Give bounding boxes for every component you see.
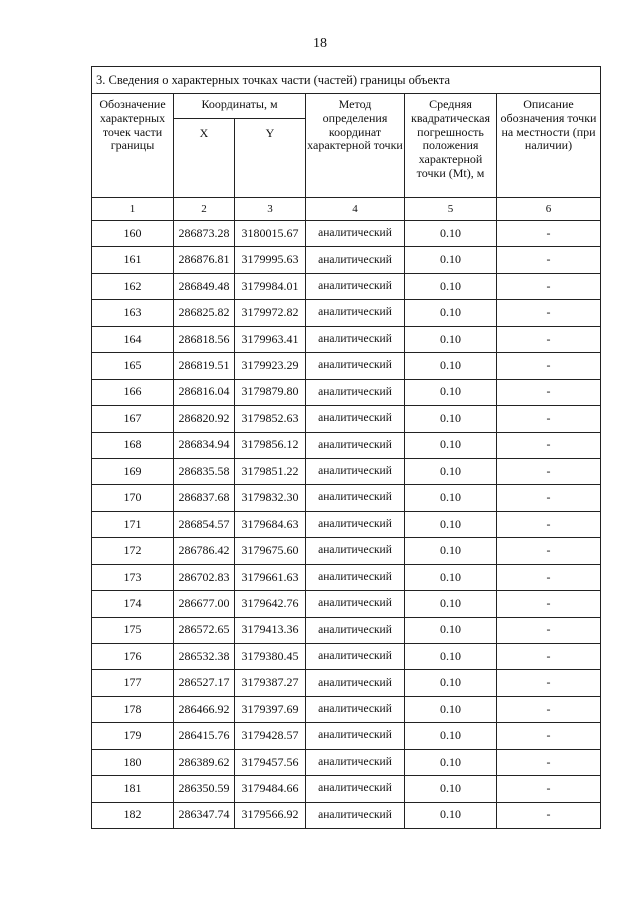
description-cell: -: [497, 458, 601, 484]
point-cell: 161: [92, 247, 174, 273]
column-number: 5: [405, 198, 497, 221]
x-cell: 286825.82: [174, 300, 235, 326]
table-row: [92, 538, 601, 564]
point-cell: 181: [92, 776, 174, 802]
y-cell: 3179851.22: [235, 458, 306, 484]
y-cell: 3179852.63: [235, 406, 306, 432]
description-cell: -: [497, 326, 601, 352]
description-cell: -: [497, 564, 601, 590]
description-cell: -: [497, 300, 601, 326]
method-cell: аналитический: [306, 379, 405, 405]
y-cell: 3180015.67: [235, 221, 306, 247]
error-cell: 0.10: [405, 406, 497, 432]
page-number: 18: [313, 36, 327, 51]
y-cell: 3179856.12: [235, 432, 306, 458]
x-cell: 286835.58: [174, 458, 235, 484]
point-cell: 174: [92, 591, 174, 617]
error-cell: 0.10: [405, 617, 497, 643]
point-cell: 162: [92, 273, 174, 299]
point-cell: 167: [92, 406, 174, 432]
description-cell: -: [497, 617, 601, 643]
point-cell: 180: [92, 749, 174, 775]
y-cell: 3179387.27: [235, 670, 306, 696]
table-row: [92, 221, 601, 247]
y-cell: 3179428.57: [235, 723, 306, 749]
error-cell: 0.10: [405, 326, 497, 352]
point-cell: 173: [92, 564, 174, 590]
description-cell: -: [497, 591, 601, 617]
description-cell: -: [497, 723, 601, 749]
x-cell: 286819.51: [174, 353, 235, 379]
column-number: 6: [497, 198, 601, 221]
column-number: 1: [92, 198, 174, 221]
error-cell: 0.10: [405, 538, 497, 564]
error-cell: 0.10: [405, 644, 497, 670]
method-cell: аналитический: [306, 538, 405, 564]
error-cell: 0.10: [405, 696, 497, 722]
description-cell: -: [497, 406, 601, 432]
description-cell: -: [497, 696, 601, 722]
x-cell: 286834.94: [174, 432, 235, 458]
section-title: 3. Сведения о характерных точках части (частей) границы объекта: [92, 67, 601, 94]
y-cell: 3179484.66: [235, 776, 306, 802]
point-cell: 166: [92, 379, 174, 405]
column-number: 3: [235, 198, 306, 221]
boundary-points-table: [91, 66, 601, 829]
x-cell: 286816.04: [174, 379, 235, 405]
point-cell: 169: [92, 458, 174, 484]
error-cell: 0.10: [405, 300, 497, 326]
description-cell: -: [497, 670, 601, 696]
table-row: [92, 776, 601, 802]
description-cell: -: [497, 511, 601, 537]
table-row: [92, 273, 601, 299]
error-cell: 0.10: [405, 379, 497, 405]
method-cell: аналитический: [306, 458, 405, 484]
x-cell: 286415.76: [174, 723, 235, 749]
method-cell: аналитический: [306, 670, 405, 696]
table-row: [92, 696, 601, 722]
method-cell: аналитический: [306, 644, 405, 670]
point-cell: 170: [92, 485, 174, 511]
x-cell: 286873.28: [174, 221, 235, 247]
method-cell: аналитический: [306, 353, 405, 379]
description-cell: -: [497, 776, 601, 802]
point-cell: 168: [92, 432, 174, 458]
y-cell: 3179963.41: [235, 326, 306, 352]
y-cell: 3179675.60: [235, 538, 306, 564]
y-cell: 3179984.01: [235, 273, 306, 299]
y-cell: 3179642.76: [235, 591, 306, 617]
header-method: Метод определения координат характерной точки: [306, 94, 405, 198]
method-cell: аналитический: [306, 221, 405, 247]
method-cell: аналитический: [306, 326, 405, 352]
table-row: [92, 300, 601, 326]
description-cell: -: [497, 644, 601, 670]
table-row: [92, 432, 601, 458]
method-cell: аналитический: [306, 776, 405, 802]
method-cell: аналитический: [306, 485, 405, 511]
error-cell: 0.10: [405, 247, 497, 273]
method-cell: аналитический: [306, 696, 405, 722]
method-cell: аналитический: [306, 511, 405, 537]
y-cell: 3179457.56: [235, 749, 306, 775]
table-row: [92, 670, 601, 696]
y-cell: 3179832.30: [235, 485, 306, 511]
column-number-row: [92, 198, 601, 221]
error-cell: 0.10: [405, 221, 497, 247]
description-cell: -: [497, 538, 601, 564]
method-cell: аналитический: [306, 617, 405, 643]
header-y: Y: [235, 119, 306, 198]
method-cell: аналитический: [306, 273, 405, 299]
description-cell: -: [497, 432, 601, 458]
y-cell: 3179995.63: [235, 247, 306, 273]
error-cell: 0.10: [405, 432, 497, 458]
header-coordinates: Координаты, м: [174, 94, 306, 119]
description-cell: -: [497, 247, 601, 273]
x-cell: 286466.92: [174, 696, 235, 722]
point-cell: 165: [92, 353, 174, 379]
x-cell: 286350.59: [174, 776, 235, 802]
error-cell: 0.10: [405, 723, 497, 749]
x-cell: 286527.17: [174, 670, 235, 696]
table-row: [92, 617, 601, 643]
header-error: Средняя квадратическая погрешность положения характерной точки (Mt), м: [405, 94, 497, 198]
x-cell: 286786.42: [174, 538, 235, 564]
x-cell: 286820.92: [174, 406, 235, 432]
table-row: [92, 802, 601, 828]
point-cell: 179: [92, 723, 174, 749]
header-description: Описание обозначения точки на местности (при наличии): [497, 94, 601, 198]
method-cell: аналитический: [306, 300, 405, 326]
y-cell: 3179879.80: [235, 379, 306, 405]
header-point: Обозначение характерных точек части границы: [92, 94, 174, 198]
y-cell: 3179661.63: [235, 564, 306, 590]
table-row: [92, 247, 601, 273]
description-cell: -: [497, 749, 601, 775]
method-cell: аналитический: [306, 432, 405, 458]
point-cell: 160: [92, 221, 174, 247]
description-cell: -: [497, 485, 601, 511]
error-cell: 0.10: [405, 749, 497, 775]
description-cell: -: [497, 802, 601, 828]
point-cell: 172: [92, 538, 174, 564]
table-row: [92, 326, 601, 352]
error-cell: 0.10: [405, 670, 497, 696]
table-row: [92, 379, 601, 405]
method-cell: аналитический: [306, 723, 405, 749]
error-cell: 0.10: [405, 485, 497, 511]
x-cell: 286849.48: [174, 273, 235, 299]
point-cell: 176: [92, 644, 174, 670]
y-cell: 3179380.45: [235, 644, 306, 670]
y-cell: 3179397.69: [235, 696, 306, 722]
x-cell: 286818.56: [174, 326, 235, 352]
table-row: [92, 511, 601, 537]
method-cell: аналитический: [306, 749, 405, 775]
point-cell: 171: [92, 511, 174, 537]
y-cell: 3179566.92: [235, 802, 306, 828]
point-cell: 164: [92, 326, 174, 352]
y-cell: 3179923.29: [235, 353, 306, 379]
method-cell: аналитический: [306, 591, 405, 617]
point-cell: 177: [92, 670, 174, 696]
error-cell: 0.10: [405, 802, 497, 828]
error-cell: 0.10: [405, 458, 497, 484]
description-cell: -: [497, 353, 601, 379]
description-cell: -: [497, 379, 601, 405]
x-cell: 286837.68: [174, 485, 235, 511]
table-row: [92, 644, 601, 670]
error-cell: 0.10: [405, 564, 497, 590]
method-cell: аналитический: [306, 564, 405, 590]
x-cell: 286572.65: [174, 617, 235, 643]
table-row: [92, 406, 601, 432]
table-row: [92, 485, 601, 511]
column-number: 4: [306, 198, 405, 221]
point-cell: 163: [92, 300, 174, 326]
x-cell: 286389.62: [174, 749, 235, 775]
x-cell: 286347.74: [174, 802, 235, 828]
y-cell: 3179684.63: [235, 511, 306, 537]
x-cell: 286532.38: [174, 644, 235, 670]
method-cell: аналитический: [306, 406, 405, 432]
table-body: [92, 221, 601, 829]
method-cell: аналитический: [306, 247, 405, 273]
point-cell: 178: [92, 696, 174, 722]
column-number: 2: [174, 198, 235, 221]
table-row: [92, 749, 601, 775]
table-row: [92, 723, 601, 749]
error-cell: 0.10: [405, 273, 497, 299]
table-row: [92, 458, 601, 484]
error-cell: 0.10: [405, 511, 497, 537]
y-cell: 3179413.36: [235, 617, 306, 643]
table-row: [92, 564, 601, 590]
y-cell: 3179972.82: [235, 300, 306, 326]
x-cell: 286702.83: [174, 564, 235, 590]
header-x: X: [174, 119, 235, 198]
error-cell: 0.10: [405, 353, 497, 379]
error-cell: 0.10: [405, 591, 497, 617]
point-cell: 182: [92, 802, 174, 828]
error-cell: 0.10: [405, 776, 497, 802]
description-cell: -: [497, 273, 601, 299]
x-cell: 286876.81: [174, 247, 235, 273]
point-cell: 175: [92, 617, 174, 643]
x-cell: 286854.57: [174, 511, 235, 537]
description-cell: -: [497, 221, 601, 247]
table-row: [92, 591, 601, 617]
table-row: [92, 353, 601, 379]
x-cell: 286677.00: [174, 591, 235, 617]
method-cell: аналитический: [306, 802, 405, 828]
